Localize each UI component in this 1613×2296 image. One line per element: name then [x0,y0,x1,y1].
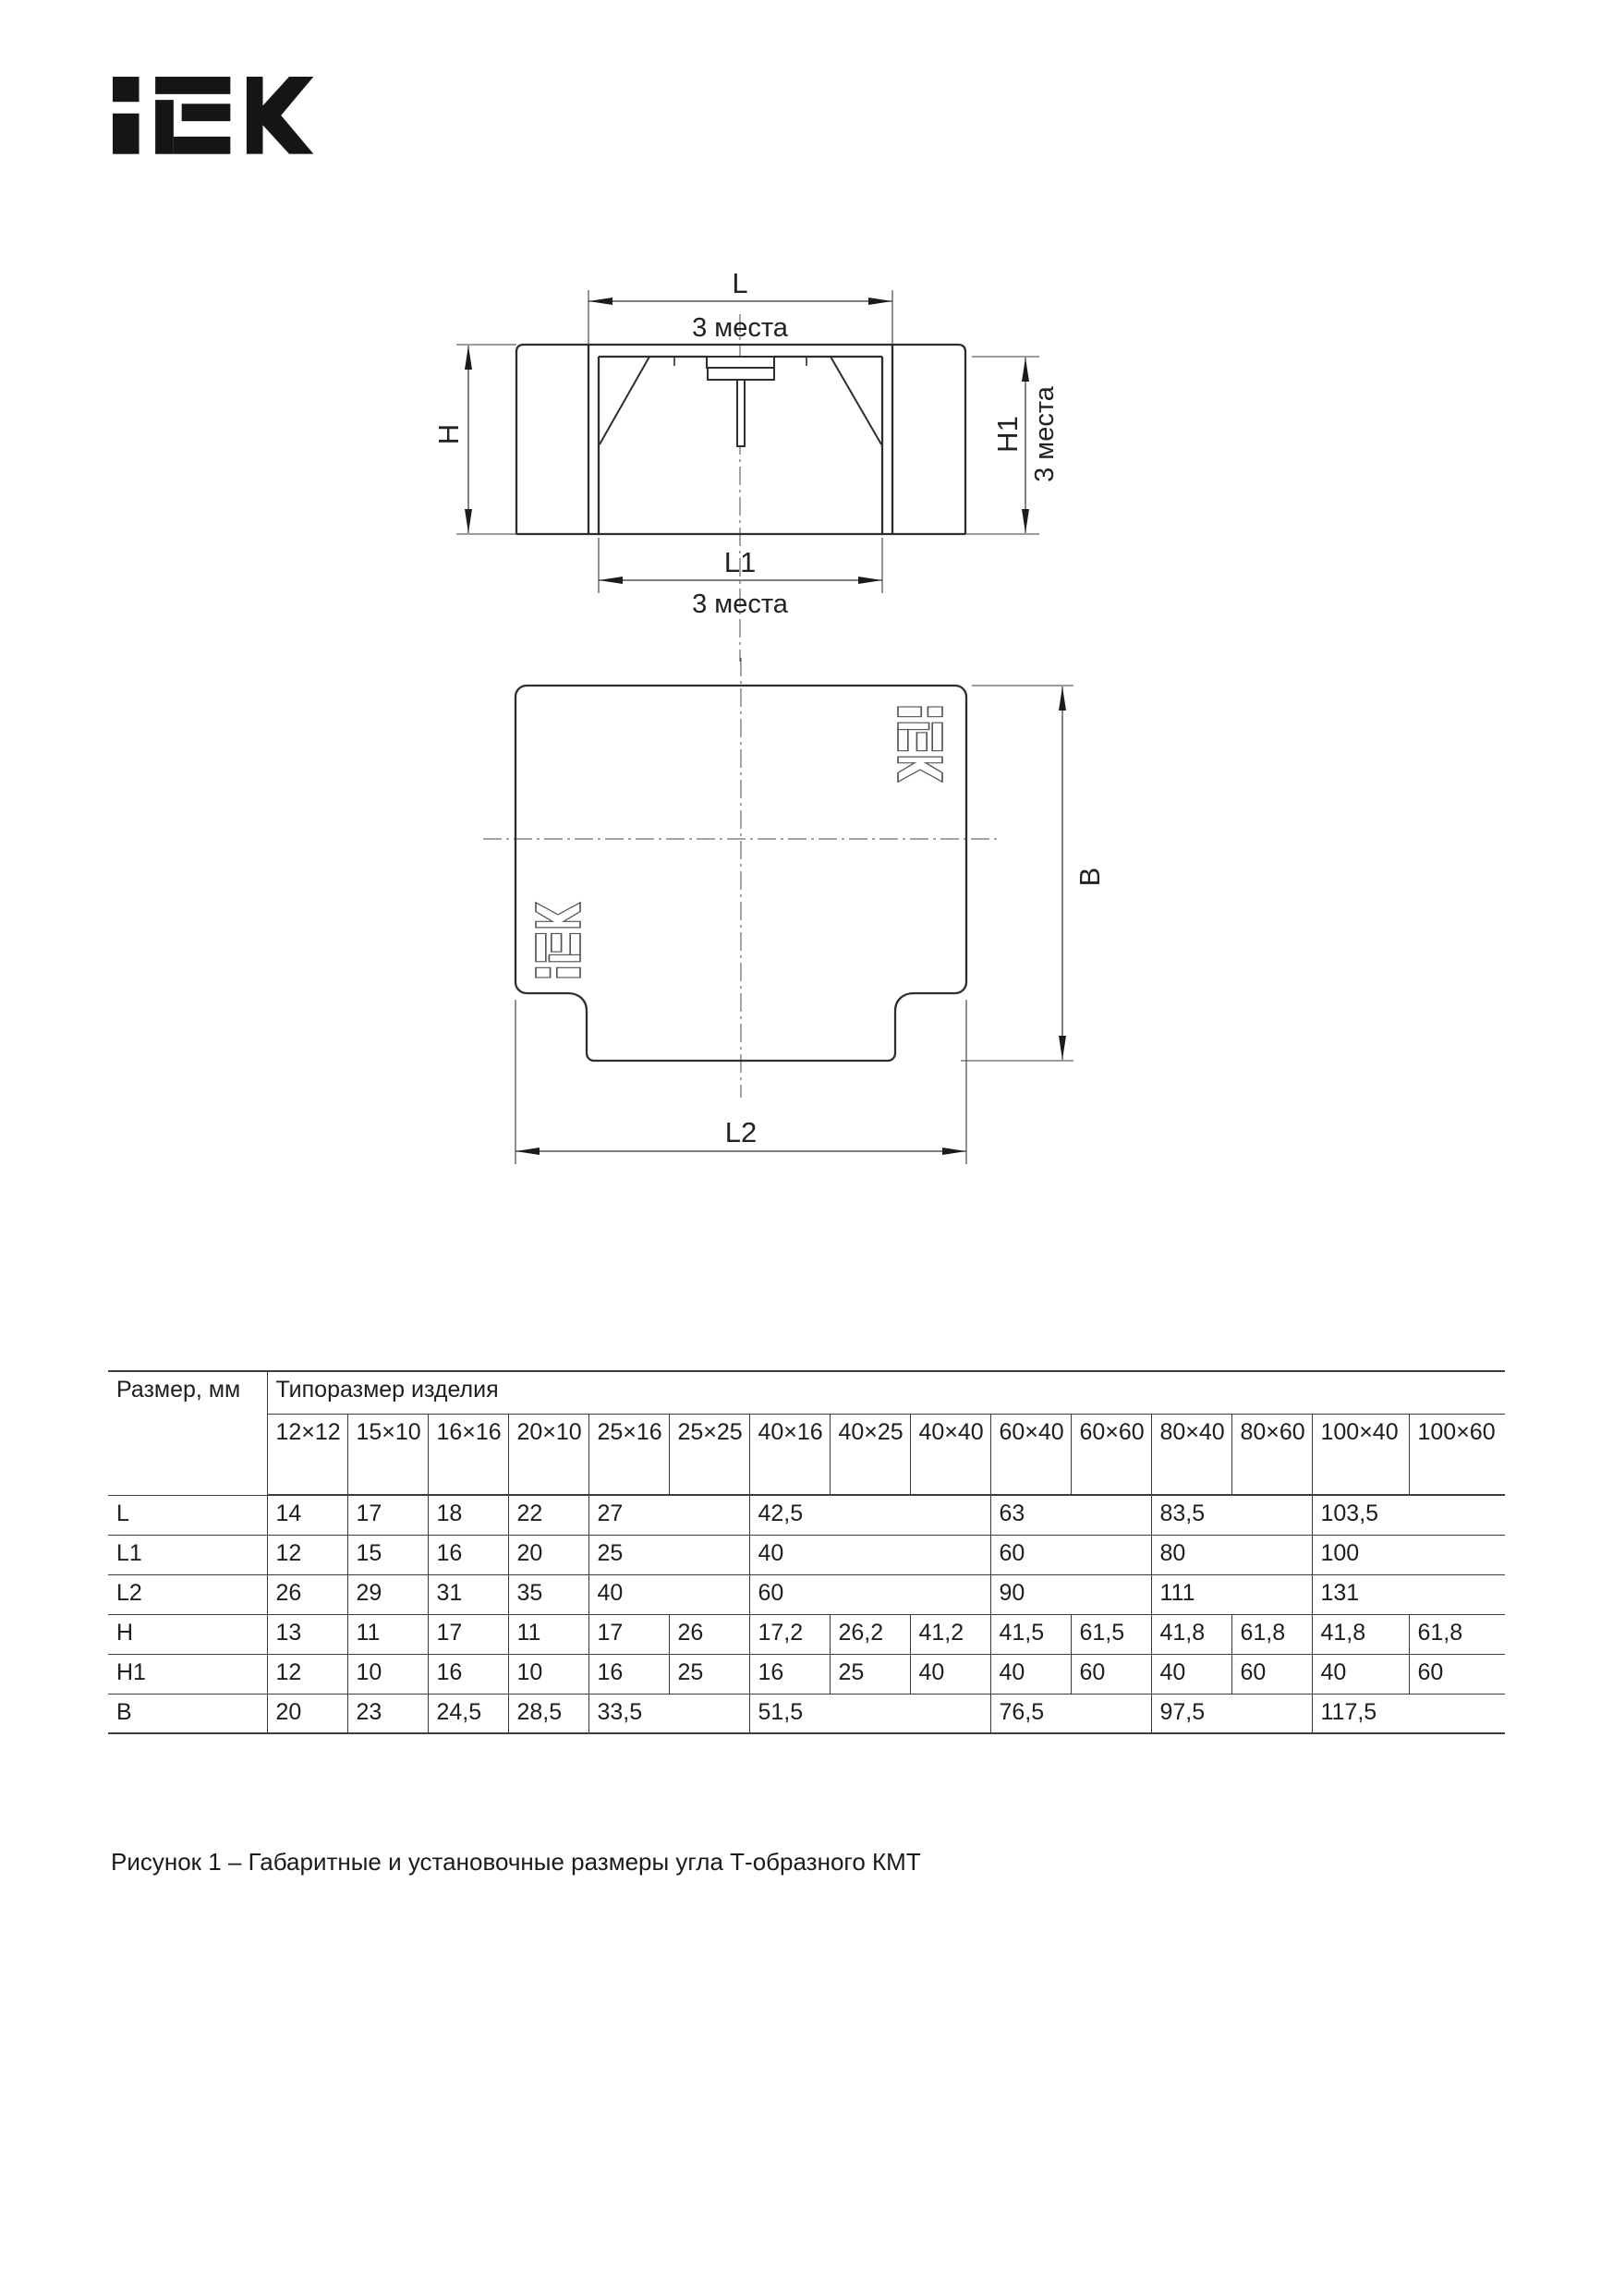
row-label: L1 [108,1535,267,1574]
col-header: 80×40 [1151,1414,1231,1495]
col-header: 20×10 [508,1414,588,1495]
embossed-iek-logo-top-right [898,707,942,782]
table-cell: 28,5 [508,1694,588,1733]
table-cell: 16 [749,1654,830,1694]
table-cell: 27 [588,1495,749,1535]
dim-label-B: B [1073,867,1106,887]
table-cell: 10 [347,1654,428,1694]
table-row-B [108,1694,1505,1733]
table-cell: 60 [1071,1654,1151,1694]
table-cell: 97,5 [1151,1694,1312,1733]
table-row-L2 [108,1574,1505,1614]
table-header-group: Типоразмер изделия [267,1371,1505,1414]
table-cell: 11 [347,1614,428,1654]
iek-logo [113,77,325,160]
dim-label-H: H [432,423,465,445]
table-cell: 26,2 [830,1614,910,1654]
table-row-L [108,1495,1505,1535]
dim-note-H1: 3 места [1030,386,1060,482]
table-cell: 18 [428,1495,508,1535]
table-cell: 15 [347,1535,428,1574]
table-cell: 12 [267,1654,347,1694]
row-label: B [108,1694,267,1733]
table-cell: 111 [1151,1574,1312,1614]
col-header: 100×60 [1409,1414,1505,1495]
figure-caption: Рисунок 1 – Габаритные и установочные размеры угла Т-образного КМТ [111,1848,921,1876]
dim-label-L2: L2 [724,1116,758,1148]
table-cell: 23 [347,1694,428,1733]
table-cell: 42,5 [749,1495,990,1535]
col-header: 16×16 [428,1414,508,1495]
table-cell: 61,5 [1071,1614,1151,1654]
table-cell: 60 [749,1574,990,1614]
table-cell: 63 [990,1495,1151,1535]
table-row-L1 [108,1535,1505,1574]
row-label: H [108,1614,267,1654]
table-cell: 40 [588,1574,749,1614]
iek-logo-mark [113,77,313,154]
table-cell: 17 [347,1495,428,1535]
table-cell: 90 [990,1574,1151,1614]
table-cell: 40 [1312,1654,1409,1694]
dim-label-H1: H1 [991,416,1024,453]
table-cell: 40 [749,1535,990,1574]
table-cell: 31 [428,1574,508,1614]
table-cell: 100 [1312,1535,1505,1574]
col-header: 60×40 [990,1414,1071,1495]
table-cell: 26 [669,1614,749,1654]
col-header: 40×25 [830,1414,910,1495]
dimension-arrowheads [515,686,1066,1155]
embossed-iek-logo-bottom-left [536,903,580,978]
table-cell: 16 [588,1654,669,1694]
col-header: 12×12 [267,1414,347,1495]
dim-label-L: L [732,267,748,299]
table-cell: 10 [508,1654,588,1694]
table-cell: 51,5 [749,1694,990,1733]
table-cell: 61,8 [1231,1614,1312,1654]
table-cell: 41,5 [990,1614,1071,1654]
table-cell: 25 [830,1654,910,1694]
col-header: 100×40 [1312,1414,1409,1495]
top-view-drawing [453,647,1109,1183]
row-label: H1 [108,1654,267,1694]
table-cell: 20 [508,1535,588,1574]
table-cell: 61,8 [1409,1614,1505,1654]
dimensions-table [108,1370,1505,1734]
table-header-size: Размер, мм [108,1371,267,1495]
table-cell: 16 [428,1535,508,1574]
table-cell: 26 [267,1574,347,1614]
dimension-lines [515,686,1062,1151]
table-cell: 60 [1231,1654,1312,1694]
table-cell: 17 [588,1614,669,1654]
table-cell: 16 [428,1654,508,1694]
table-cell: 13 [267,1614,347,1654]
table-cell: 25 [669,1654,749,1694]
latch-clip [707,357,774,446]
col-header: 40×16 [749,1414,830,1495]
col-header: 25×25 [669,1414,749,1495]
table-cell: 131 [1312,1574,1505,1614]
table-cell: 60 [990,1535,1151,1574]
table-cell: 29 [347,1574,428,1614]
table-cell: 17 [428,1614,508,1654]
col-header: 60×60 [1071,1414,1151,1495]
col-header: 80×60 [1231,1414,1312,1495]
table-cell: 83,5 [1151,1495,1312,1535]
table-row-H1 [108,1654,1505,1694]
col-header: 15×10 [347,1414,428,1495]
table-cell: 11 [508,1614,588,1654]
table-cell: 60 [1409,1654,1505,1694]
table-cell: 40 [990,1654,1071,1694]
table-cell: 117,5 [1312,1694,1505,1733]
dim-label-L1: L1 [723,546,757,578]
table-cell: 80 [1151,1535,1312,1574]
table-cell: 17,2 [749,1614,830,1654]
table-cell: 33,5 [588,1694,749,1733]
dim-note-L1: 3 места [692,589,788,619]
table-cell: 103,5 [1312,1495,1505,1535]
table-cell: 22 [508,1495,588,1535]
row-label: L2 [108,1574,267,1614]
dimension-lines [468,301,1025,580]
extension-lines [515,686,1073,1164]
table-cell: 24,5 [428,1694,508,1733]
table-cell: 40 [910,1654,990,1694]
table-cell: 12 [267,1535,347,1574]
col-header: 40×40 [910,1414,990,1495]
row-label: L [108,1495,267,1535]
table-cell: 76,5 [990,1694,1151,1733]
dim-note-L: 3 места [692,313,788,343]
col-header: 25×16 [588,1414,669,1495]
table-cell: 41,8 [1151,1614,1231,1654]
table-cell: 41,8 [1312,1614,1409,1654]
table-cell: 40 [1151,1654,1231,1694]
front-view-drawing [406,263,1072,670]
table-cell: 41,2 [910,1614,990,1654]
table-cell: 25 [588,1535,749,1574]
table-row-H [108,1614,1505,1654]
table-cell: 35 [508,1574,588,1614]
table-cell: 20 [267,1694,347,1733]
table-cell: 14 [267,1495,347,1535]
